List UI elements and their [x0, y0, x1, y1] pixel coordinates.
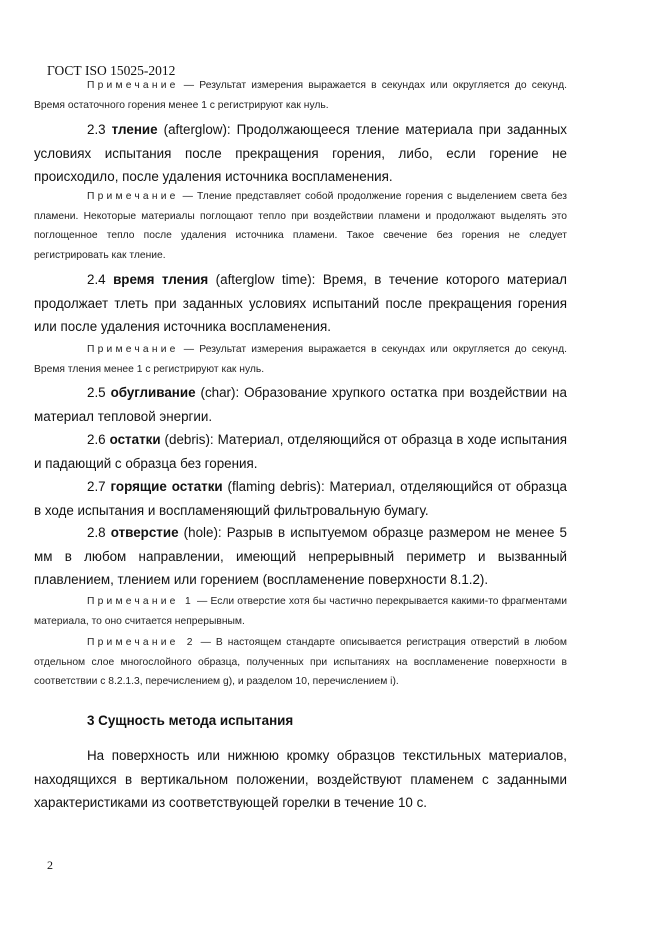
definition-2-7: [34, 475, 567, 522]
definition-number: 2.6: [87, 432, 106, 447]
note-afterglow-time: [34, 340, 567, 379]
section-3-body: [34, 744, 567, 815]
section-3-heading: 3 Сущность метода испытания: [87, 713, 294, 728]
note-label: Примечание: [87, 344, 179, 355]
note-text: — В настоящем стандарте описывается регистрация отверстий в любом отдельном слое многослойного образца, полученных при испытаниях на воспламенение поверхности в соответствии с 8.2.1.3, перечислением g), и разделом 10, перечислением i).: [34, 637, 567, 687]
note-label: Примечание 2: [87, 637, 196, 648]
definition-term: отверстие: [110, 525, 179, 540]
definition-term: тление: [111, 122, 158, 137]
definition-number: 2.4: [87, 272, 106, 287]
definition-2-3: [34, 118, 567, 189]
definition-term: обугливание: [110, 385, 196, 400]
definition-2-6: [34, 428, 567, 475]
definition-number: 2.8: [87, 525, 106, 540]
note-text: — Результат измерения выражается в секундах или округляется до секунд. Время остаточного горения менее 1 с регистрируют как нуль.: [34, 80, 567, 111]
definition-text: (flaming debris): Материал, отделяющийся от образца в ходе испытания и воспламеняющий фильтровальную бумагу.: [34, 479, 567, 518]
definition-text: (char): Образование хрупкого остатка при воздействии на материал тепловой энергии.: [34, 385, 567, 424]
note-label: Примечание: [87, 80, 179, 91]
definition-2-5: [34, 381, 567, 428]
definition-text: (afterglow): Продолжающееся тление материала при заданных условиях испытания после прекращения горения, либо, если горение не происходило, после удаления источника воспламенения.: [34, 122, 567, 184]
definition-2-8: [34, 521, 567, 592]
definition-term: время тления: [113, 272, 209, 287]
note-label: Примечание 1: [87, 596, 194, 607]
note-text: — Результат измерения выражается в секундах или округляется до секунд. Время тления менее 1 с регистрируют как нуль.: [34, 344, 567, 375]
section-3-text: На поверхность или нижнюю кромку образцов текстильных материалов, находящихся в вертикальном положении, воздействуют пламенем с заданными характеристиками из соответствующей горелки в течение 10 с.: [34, 748, 567, 810]
document-code: ГОСТ ISO 15025-2012: [47, 63, 176, 78]
definition-number: 2.3: [87, 122, 106, 137]
definition-text: (afterglow time): Время, в течение которого материал продолжает тлеть при заданных условиях испытаний после прекращения горения или после удаления источника воспламенения.: [34, 272, 567, 334]
note-hole-1: [34, 592, 567, 631]
definition-text: (debris): Материал, отделяющийся от образца в ходе испытания и падающий с образца без горения.: [34, 432, 567, 471]
note-afterflame-time: [34, 76, 567, 115]
definition-term: горящие остатки: [110, 479, 223, 494]
note-label: Примечание: [87, 191, 179, 202]
definition-2-4: [34, 268, 567, 339]
note-hole-2: [34, 633, 567, 692]
definition-number: 2.5: [87, 385, 106, 400]
definition-term: остатки: [109, 432, 161, 447]
definition-text: (hole): Разрыв в испытуемом образце размером не менее 5 мм в любом направлении, имеющий непрерывный периметр и вызванный плавлением, тлением или горением (воспламенение поверхности 8.1.2).: [34, 525, 567, 587]
definition-number: 2.7: [87, 479, 106, 494]
note-afterglow: [34, 187, 567, 265]
note-text: — Тление представляет собой продолжение горения с выделением света без пламени. Некоторые материалы поглощают тепло при воздействии пламени и продолжают выделять это поглощенное тепло после удаления источника пламени. Такое свечение без горения не следует регистрировать как тление.: [34, 191, 567, 261]
page-number: 2: [47, 858, 53, 872]
note-text: — Если отверстие хотя бы частично перекрывается какими-то фрагментами материала, то оно считается непрерывным.: [34, 596, 567, 627]
